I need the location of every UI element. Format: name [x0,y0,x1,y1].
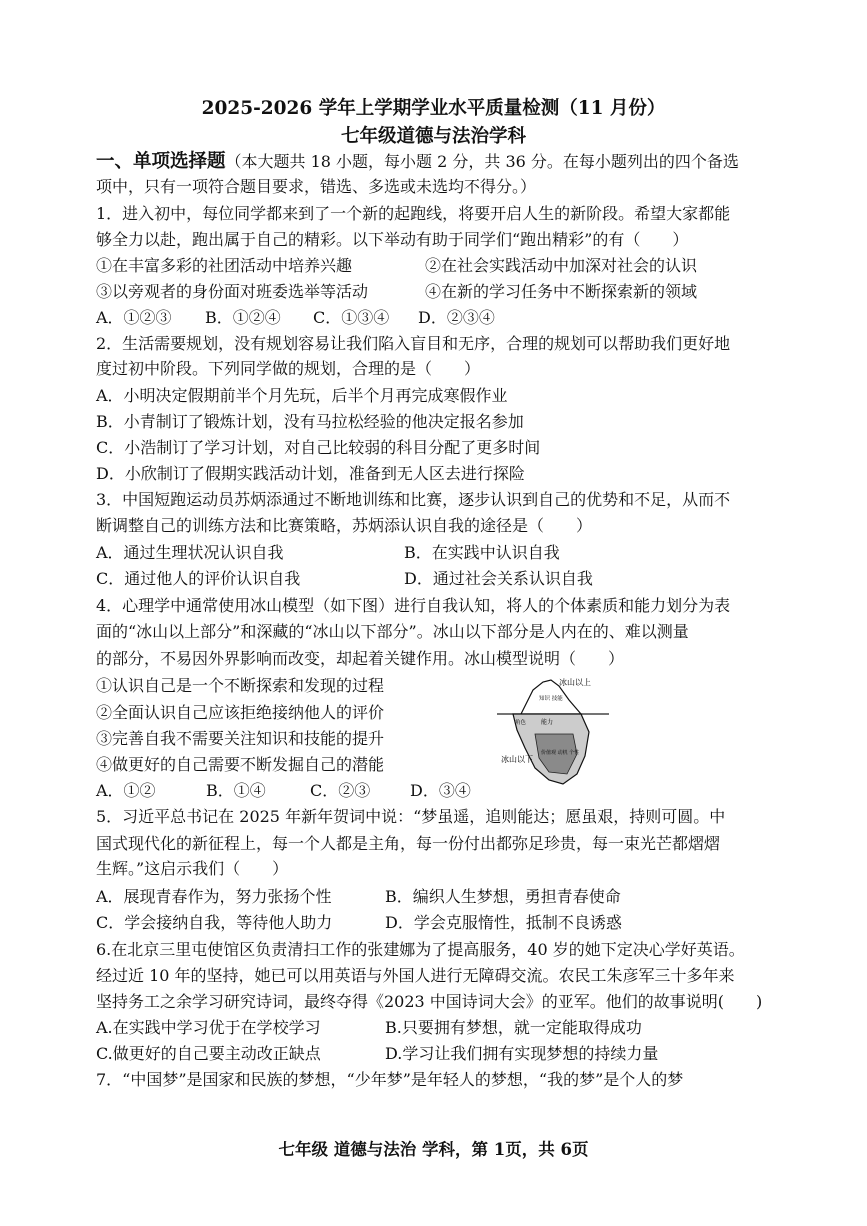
q4-stem-line-1: 4．心理学中通常使用冰山模型（如下图）进行自我认知，将人的个体素质和能力划分为表 [96,596,731,615]
q2-option-b: B．小青制订了锻炼计划，没有马拉松经验的他决定报名参加 [96,412,524,431]
q4-option-b: B．①④ [206,781,266,800]
q3-option-c: C．通过他人的评价认识自我 [96,569,301,588]
iceberg-label-mid: 能力 [541,719,554,726]
q5-option-c: C．学会接纳自我，等待他人助力 [96,913,333,932]
q7-stem-line-1: 7．“中国梦”是国家和民族的梦想，“少年梦”是年轻人的梦想，“我的梦”是个人的梦 [96,1070,684,1089]
iceberg-label-left: 角色 [515,720,527,726]
q4-option-c: C．②③ [310,781,371,800]
q4-option-a: A．①② [96,781,156,800]
q4-stem-line-3: 的部分，不易因外界影响而改变，却起着关键作用。冰山模型说明（ ） [96,649,625,668]
q2-stem-line-1: 2．生活需要规划，没有规划容易让我们陷入盲目和无序，合理的规划可以帮助我们更好地 [96,334,731,353]
q4-statement-4: ④做更好的自己需要不断发掘自己的潜能 [96,755,385,774]
q2-option-d: D．小欣制订了假期实践活动计划，准备到无人区去进行探险 [96,464,525,483]
q5-option-b: B．编织人生梦想，勇担青春使命 [385,887,621,906]
q4-statement-3: ③完善自我不需要关注知识和技能的提升 [96,729,385,748]
q6-option-d: D.学习让我们拥有实现梦想的持续力量 [385,1044,659,1063]
page-title: 2025-2026 学年上学期学业水平质量检测（11 月份） [201,98,666,119]
q1-statement-2: ②在社会实践活动中加深对社会的认识 [425,256,698,275]
q1-stem-line-2: 够全力以赴，跑出属于自己的精彩。以下举动有助于同学们“跑出精彩”的有（ ） [96,230,689,249]
q1-option-c: C．①③④ [313,308,390,327]
iceberg-label-above: 冰山以上 [559,678,591,687]
iceberg-label-below: 冰山以下 [501,755,533,764]
iceberg-model-figure [497,674,617,794]
q5-option-a: A．展现青春作为，努力张扬个性 [96,887,332,906]
q4-statement-2: ②全面认识自己应该拒绝接纳他人的评价 [96,703,385,722]
q2-option-c: C．小浩制订了学习计划，对自己比较弱的科目分配了更多时间 [96,438,541,457]
q5-stem-line-1: 5．习近平总书记在 2025 年新年贺词中说：“梦虽遥，追则能达；愿虽艰，持则可圆。中 [96,807,726,826]
q5-option-d: D．学会克服惰性，抵制不良诱惑 [385,913,622,932]
q3-option-a: A．通过生理状况认识自我 [96,543,284,562]
q5-stem-line-3: 生辉。”这启示我们（ ） [96,859,289,878]
page-subtitle: 七年级道德与法治学科 [340,126,526,147]
q3-stem-line-1: 3．中国短跑运动员苏炳添通过不断地训练和比赛，逐步认识到自己的优势和不足，从而不 [96,490,731,509]
q1-statement-1: ①在丰富多彩的社团活动中培养兴趣 [96,256,353,275]
q1-statement-4: ④在新的学习任务中不断探索新的领域 [425,282,698,301]
q6-stem-line-2: 经过近 10 年的坚持，她已可以用英语与外国人进行无障碍交流。农民工朱彦军三十多年来 [96,966,735,985]
q3-stem-line-2: 断调整自己的训练方法和比赛策略，苏炳添认识自我的途径是（ ） [96,516,593,535]
page-footer: 七年级 道德与法治 学科，第 1页，共 6页 [278,1140,589,1159]
q4-stem-line-2: 面的“冰山以上部分”和深藏的“冰山以下部分”。冰山以下部分是人内在的、难以测量 [96,622,689,641]
q1-statement-3: ③以旁观者的身份面对班委选举等活动 [96,282,369,301]
q6-stem-line-3: 坚持务工之余学习研究诗词，最终夺得《2023 中国诗词大会》的亚军。他们的故事说明( ) [96,992,763,1011]
q1-option-d: D．②③④ [418,308,495,327]
q1-stem-line-1: 1．进入初中，每位同学都来到了一个新的起跑线，将要开启人生的新阶段。希望大家都能 [96,204,731,223]
iceberg-label-tip: 知识 技能 [539,696,563,702]
q3-option-b: B．在实践中认识自我 [404,543,560,562]
q1-option-b: B．①②④ [205,308,281,327]
q4-statement-1: ①认识自己是一个不断探索和发现的过程 [96,676,385,695]
q3-option-d: D．通过社会关系认识自我 [404,569,593,588]
section-intro-text-1: （本大题共 18 小题，每小题 2 分，共 36 分。在每小题列出的四个备选 [225,152,739,171]
section-heading: 一、单项选择题 [96,151,226,172]
section-intro-line-2: 项中，只有一项符合题目要求，错选、多选或未选均不得分。） [96,177,537,196]
q6-option-a: A.在实践中学习优于在学校学习 [96,1018,321,1037]
q2-option-a: A．小明决定假期前半个月先玩，后半个月再完成寒假作业 [96,386,508,405]
q5-stem-line-2: 国式现代化的新征程上，每一个人都是主角，每一份付出都弥足珍贵，每一束光芒都熠熠 [96,834,721,853]
q4-option-d: D．③④ [410,781,471,800]
q6-option-c: C.做更好的自己要主动改正缺点 [96,1044,321,1063]
q2-stem-line-2: 度过初中阶段。下列同学做的规划，合理的是（ ） [96,359,481,378]
q6-stem-line-1: 6.在北京三里屯使馆区负责清扫工作的张建娜为了提高服务，40 岁的她下定决心学好英语。 [96,940,745,959]
section-intro-line-1 [96,151,739,173]
iceberg-label-deep: 价值观 动机 个性 [541,750,580,756]
q1-option-a: A．①②③ [96,308,172,327]
q6-option-b: B.只要拥有梦想，就一定能取得成功 [385,1018,642,1037]
